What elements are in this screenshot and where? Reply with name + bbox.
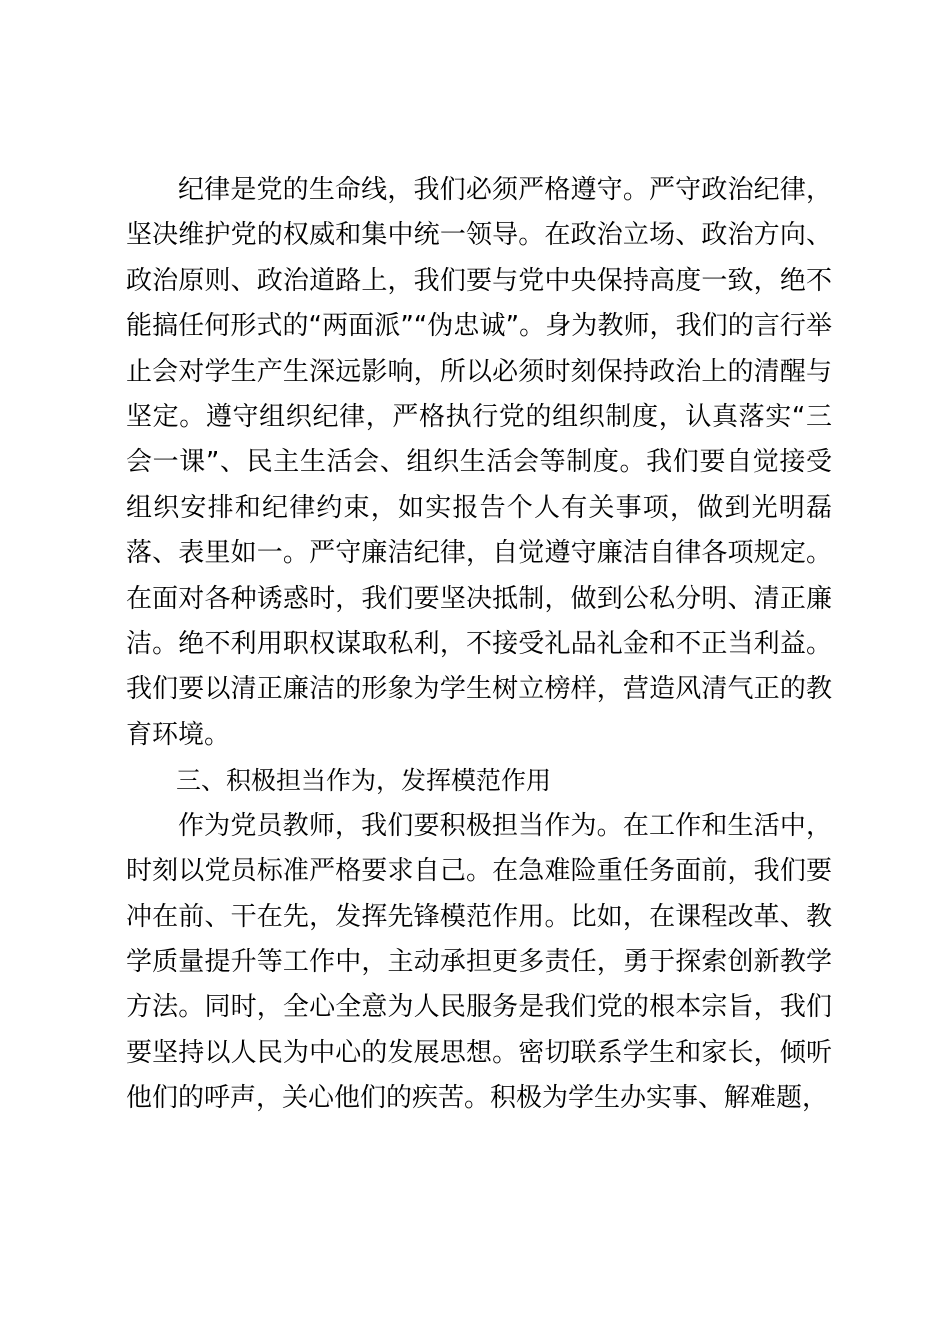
document-body [126,168,832,1122]
paragraph-discipline: 纪律是党的生命线，我们必须严格遵守。严守政治纪律，坚决维护党的权威和集中统一领导。在政治立场、政治方向、政治原则、政治道路上，我们要与党中央保持高度一致，绝不能搞任何形式的“两面派”“伪忠诚”。身为教师，我们的言行举止会对学生产生深远影响，所以必须时刻保持政治上的清醒与坚定。遵守组织纪律，严格执行党的组织制度，认真落实“三会一课”、民主生活会、组织生活会等制度。我们要自觉接受组织安排和纪律约束，如实报告个人有关事项，做到光明磊落、表里如一。严守廉洁纪律，自觉遵守廉洁自律各项规定。在面对各种诱惑时，我们要坚决抵制，做到公私分明、清正廉洁。绝不利用职权谋取私利，不接受礼品礼金和不正当利益。我们要以清正廉洁的形象为学生树立榜样，营造风清气正的教育环境。 [126,175,832,750]
paragraph-responsibility: 作为党员教师，我们要积极担当作为。在工作和生活中，时刻以党员标准严格要求自己。在急难险重任务面前，我们要冲在前、干在先，发挥先锋模范作用。比如，在课程改革、教学质量提升等工作中，主动承担更多责任，勇于探索创新教学方法。同时，全心全意为人民服务是我们党的根本宗旨，我们要坚持以人民为中心的发展思想。密切联系学生和家长，倾听他们的呼声，关心他们的疾苦。积极为学生办实事、解难题， [126,810,832,1114]
section-heading-3: 三、积极担当作为，发挥模范作用 [176,766,552,796]
